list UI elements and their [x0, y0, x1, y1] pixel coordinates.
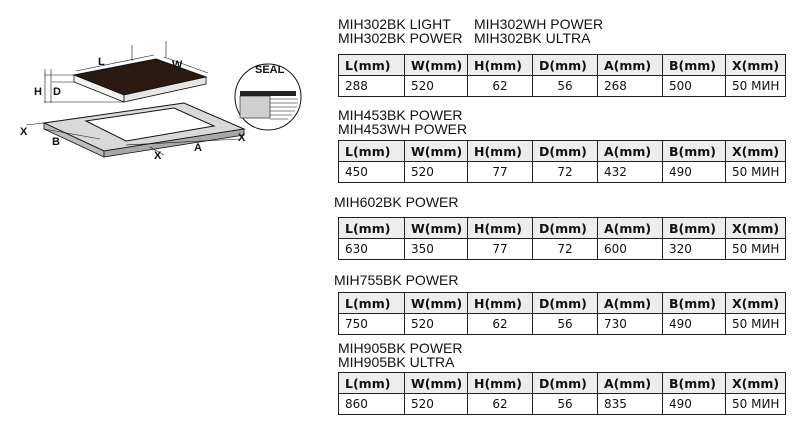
column-header: L(mm) — [339, 141, 405, 162]
column-header: D(mm) — [533, 373, 598, 394]
column-header: X(mm) — [726, 218, 786, 239]
table-cell: 288 — [339, 76, 405, 97]
column-header: B(mm) — [663, 293, 726, 314]
label-d: D — [53, 86, 61, 98]
table-cell: 750 — [339, 314, 405, 335]
column-header: A(mm) — [598, 218, 663, 239]
table-cell: 268 — [598, 76, 663, 97]
column-header: A(mm) — [598, 373, 663, 394]
table-cell: 450 — [339, 162, 405, 183]
table-row — [339, 314, 786, 335]
model-name: MIH302BK ULTRA — [474, 30, 591, 46]
column-header: X(mm) — [726, 293, 786, 314]
column-header: H(mm) — [468, 293, 533, 314]
table-cell: 520 — [405, 314, 468, 335]
table-cell: 835 — [598, 394, 663, 415]
table-cell: 730 — [598, 314, 663, 335]
column-header: X(mm) — [726, 55, 786, 76]
column-header: B(mm) — [663, 141, 726, 162]
column-header: B(mm) — [663, 218, 726, 239]
table-cell: 520 — [405, 394, 468, 415]
table-cell: 56 — [533, 76, 598, 97]
column-header: L(mm) — [339, 218, 405, 239]
spec-table — [338, 54, 786, 97]
model-title-line — [338, 122, 474, 136]
column-header: L(mm) — [339, 373, 405, 394]
table-header-row — [339, 218, 786, 239]
table-cell: 62 — [468, 76, 533, 97]
model-title-line — [334, 273, 470, 287]
label-x-bottom: X — [154, 150, 162, 162]
table-cell: 62 — [468, 394, 533, 415]
table-cell: 490 — [663, 394, 726, 415]
model-name: MIH602BK POWER — [334, 194, 459, 210]
spec-table — [338, 292, 786, 335]
spec-table — [338, 217, 786, 260]
column-header: X(mm) — [726, 373, 786, 394]
table-cell: 432 — [598, 162, 663, 183]
table-cell: 350 — [405, 239, 468, 260]
model-name: MIH302BK LIGHT — [338, 16, 451, 32]
table-cell: 490 — [663, 314, 726, 335]
table-header-row — [339, 293, 786, 314]
column-header: H(mm) — [468, 218, 533, 239]
model-title-line — [338, 355, 474, 369]
label-h: H — [34, 86, 42, 98]
column-header: H(mm) — [468, 373, 533, 394]
table-cell: 500 — [663, 76, 726, 97]
table-header-row — [339, 373, 786, 394]
table-cell: 56 — [533, 394, 598, 415]
installation-diagram — [14, 35, 310, 175]
column-header: H(mm) — [468, 55, 533, 76]
model-name: MIH453BK POWER — [338, 107, 463, 123]
column-header: W(mm) — [405, 218, 468, 239]
table-cell: 77 — [468, 162, 533, 183]
model-name: MIH755BK POWER — [334, 272, 459, 288]
model-title-line — [338, 31, 610, 45]
model-name: MIH905BK ULTRA — [338, 354, 455, 370]
column-header: W(mm) — [405, 55, 468, 76]
model-title-line — [338, 108, 474, 122]
table-cell: 50 МИН — [726, 314, 786, 335]
spec-table — [338, 372, 786, 415]
model-title — [338, 341, 474, 369]
table-row — [339, 394, 786, 415]
table-row — [339, 162, 786, 183]
table-header-row — [339, 55, 786, 76]
label-seal: SEAL — [255, 64, 285, 76]
table-cell: 62 — [468, 314, 533, 335]
column-header: B(mm) — [663, 373, 726, 394]
column-header: D(mm) — [533, 141, 598, 162]
model-name: MIH302WH POWER — [474, 16, 604, 32]
column-header: L(mm) — [339, 55, 405, 76]
table-cell: 50 МИН — [726, 394, 786, 415]
model-name: MIH905BK POWER — [338, 340, 463, 356]
spec-table — [338, 140, 786, 183]
model-title-line — [338, 341, 474, 355]
column-header: W(mm) — [405, 293, 468, 314]
column-header: D(mm) — [533, 293, 598, 314]
column-header: W(mm) — [405, 373, 468, 394]
model-name: MIH453WH POWER — [338, 121, 468, 137]
table-cell: 320 — [663, 239, 726, 260]
table-cell: 50 МИН — [726, 239, 786, 260]
model-title-line — [338, 17, 610, 31]
column-header: A(mm) — [598, 55, 663, 76]
label-a: A — [194, 142, 202, 154]
table-cell: 630 — [339, 239, 405, 260]
table-header-row — [339, 141, 786, 162]
column-header: A(mm) — [598, 293, 663, 314]
column-header: W(mm) — [405, 141, 468, 162]
table-cell: 56 — [533, 314, 598, 335]
column-header: D(mm) — [533, 55, 598, 76]
table-cell: 490 — [663, 162, 726, 183]
model-name: MIH302BK POWER — [338, 30, 463, 46]
table-cell: 72 — [533, 239, 598, 260]
label-x-right: X — [238, 132, 246, 144]
table-cell: 520 — [405, 162, 468, 183]
model-title — [338, 17, 610, 45]
table-row — [339, 239, 786, 260]
column-header: A(mm) — [598, 141, 663, 162]
column-header: L(mm) — [339, 293, 405, 314]
model-title — [334, 195, 470, 209]
model-title — [334, 273, 470, 287]
column-header: X(mm) — [726, 141, 786, 162]
label-l: L — [98, 56, 105, 68]
model-title-line — [334, 195, 470, 209]
table-cell: 77 — [468, 239, 533, 260]
column-header: D(mm) — [533, 218, 598, 239]
table-cell: 600 — [598, 239, 663, 260]
model-title — [338, 108, 474, 136]
label-b: B — [52, 136, 60, 148]
table-cell: 72 — [533, 162, 598, 183]
table-cell: 520 — [405, 76, 468, 97]
table-cell: 50 МИН — [726, 76, 786, 97]
column-header: H(mm) — [468, 141, 533, 162]
table-cell: 50 МИН — [726, 162, 786, 183]
table-row — [339, 76, 786, 97]
label-x-left: X — [20, 126, 28, 138]
column-header: B(mm) — [663, 55, 726, 76]
label-w: W — [172, 59, 183, 71]
table-cell: 860 — [339, 394, 405, 415]
